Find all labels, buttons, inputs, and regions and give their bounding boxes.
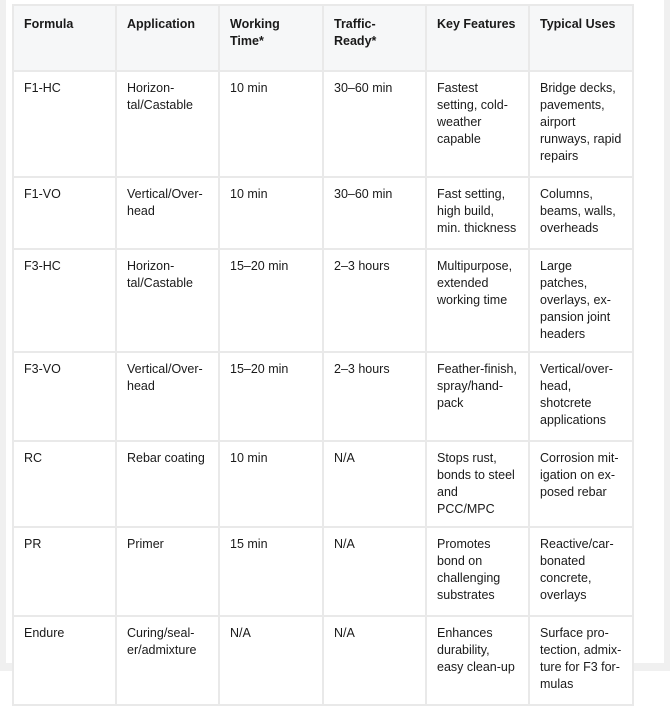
cell-typical-uses: Vertical/over-head, shotcrete applications <box>529 352 633 441</box>
cell-application: Horizon-tal/Castable <box>116 249 219 352</box>
table-header-row <box>13 5 633 71</box>
cell-working-time: 10 min <box>219 71 323 177</box>
cell-traffic-ready: 30–60 min <box>323 71 426 177</box>
left-margin-bar <box>0 0 6 671</box>
cell-application: Vertical/Over-head <box>116 352 219 441</box>
header-working-time: Working Time* <box>219 5 323 71</box>
table-row <box>13 527 633 616</box>
cell-application: Primer <box>116 527 219 616</box>
cell-working-time: 15–20 min <box>219 352 323 441</box>
right-scroll-track[interactable] <box>664 0 670 671</box>
cell-traffic-ready: 2–3 hours <box>323 352 426 441</box>
cell-formula: Endure <box>13 616 116 705</box>
cell-key-features: Feather-finish, spray/hand-pack <box>426 352 529 441</box>
cell-working-time: 15 min <box>219 527 323 616</box>
cell-working-time: 10 min <box>219 441 323 527</box>
cell-typical-uses: Bridge decks, pavements, airport runways, rapid repairs <box>529 71 633 177</box>
cell-application: Rebar coating <box>116 441 219 527</box>
cell-application: Curing/seal-er/admixture <box>116 616 219 705</box>
cell-formula: F3-HC <box>13 249 116 352</box>
cell-formula: PR <box>13 527 116 616</box>
cell-formula: F3-VO <box>13 352 116 441</box>
cell-traffic-ready: N/A <box>323 527 426 616</box>
cell-key-features: Fast setting, high build, min. thickness <box>426 177 529 249</box>
table-row <box>13 71 633 177</box>
cell-typical-uses: Surface pro-tection, admix-ture for F3 for-mulas <box>529 616 633 705</box>
table-row <box>13 441 633 527</box>
header-traffic-ready: Traffic-Ready* <box>323 5 426 71</box>
header-application: Application <box>116 5 219 71</box>
cell-typical-uses: Large patches, overlays, ex-pansion joint headers <box>529 249 633 352</box>
cell-typical-uses: Columns, beams, walls, overheads <box>529 177 633 249</box>
cell-formula: RC <box>13 441 116 527</box>
cell-traffic-ready: N/A <box>323 616 426 705</box>
cell-formula: F1-HC <box>13 71 116 177</box>
table-row <box>13 177 633 249</box>
cell-traffic-ready: 30–60 min <box>323 177 426 249</box>
cell-key-features: Multipurpose, extended working time <box>426 249 529 352</box>
header-key-features: Key Features <box>426 5 529 71</box>
cell-application: Horizon-tal/Castable <box>116 71 219 177</box>
header-typical-uses: Typical Uses <box>529 5 633 71</box>
cell-key-features: Enhances durability, easy clean-up <box>426 616 529 705</box>
formula-table <box>12 4 634 706</box>
header-formula: Formula <box>13 5 116 71</box>
table-row <box>13 352 633 441</box>
cell-traffic-ready: N/A <box>323 441 426 527</box>
cell-traffic-ready: 2–3 hours <box>323 249 426 352</box>
table-row <box>13 249 633 352</box>
cell-application: Vertical/Over-head <box>116 177 219 249</box>
cell-key-features: Stops rust, bonds to steel and PCC/MPC <box>426 441 529 527</box>
cell-working-time: 10 min <box>219 177 323 249</box>
cell-working-time: N/A <box>219 616 323 705</box>
cell-key-features: Fastest setting, cold-weather capable <box>426 71 529 177</box>
cell-typical-uses: Reactive/car-bonated concrete, overlays <box>529 527 633 616</box>
table-row <box>13 616 633 705</box>
cell-typical-uses: Corrosion mit-igation on ex-posed rebar <box>529 441 633 527</box>
cell-formula: F1-VO <box>13 177 116 249</box>
cell-key-features: Promotes bond on challenging substrates <box>426 527 529 616</box>
cell-working-time: 15–20 min <box>219 249 323 352</box>
